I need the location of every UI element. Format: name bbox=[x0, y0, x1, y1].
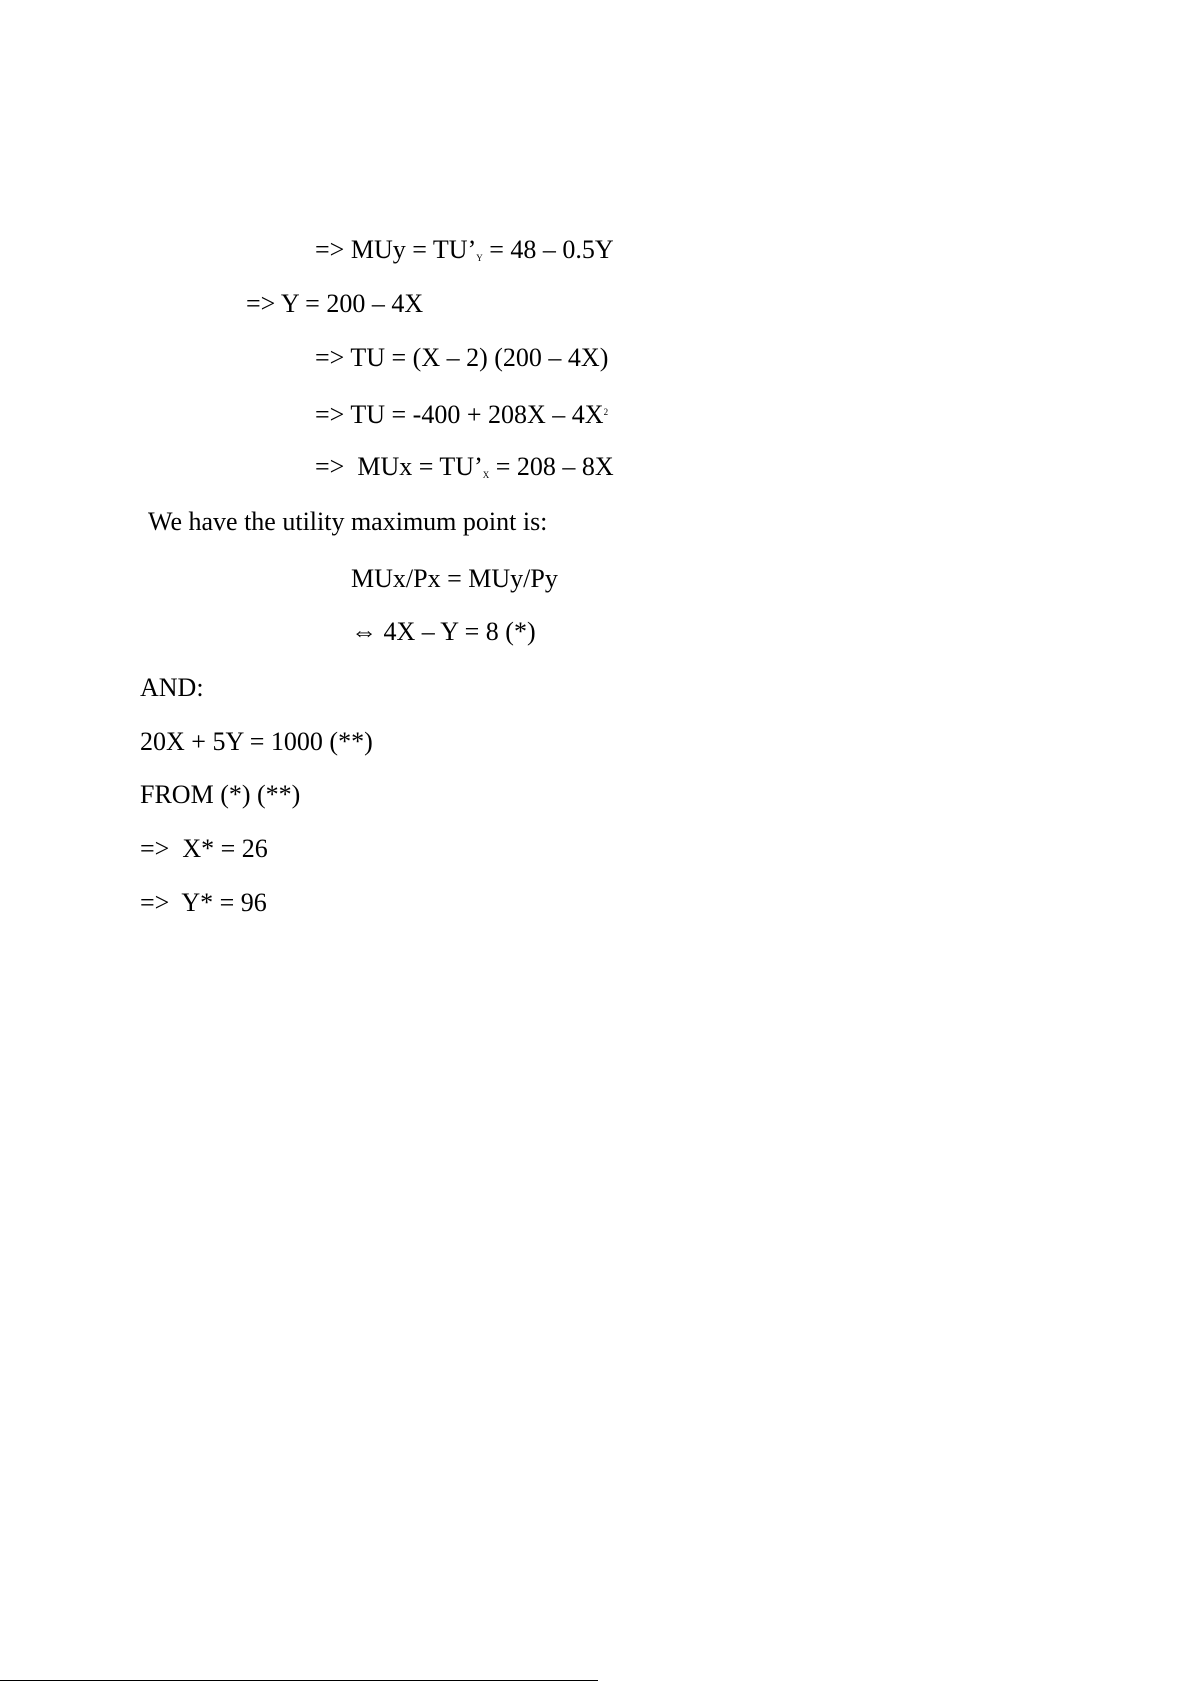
equation-marginal-ratio: MUx/Px = MUy/Py bbox=[351, 564, 558, 593]
equation-mux-lhs: => MUx = TU’ bbox=[315, 452, 483, 481]
equation-tu-expanded-text: => TU = -400 + 208X – 4X bbox=[315, 400, 604, 429]
utility-maximum-statement: We have the utility maximum point is: bbox=[148, 507, 548, 536]
equation-mux bbox=[315, 451, 614, 491]
equation-mux-rhs: = 208 – 8X bbox=[489, 452, 614, 481]
superscript-2: 2 bbox=[603, 407, 609, 417]
result-y: => Y* = 96 bbox=[140, 888, 267, 917]
equation-star: ⇔ 4X – Y = 8 (*) bbox=[351, 617, 536, 646]
equation-muy-rhs: = 48 – 0.5Y bbox=[482, 235, 614, 264]
equation-tu-product: => TU = (X – 2) (200 – 4X) bbox=[315, 343, 609, 372]
footer-rule bbox=[0, 1680, 598, 1681]
and-label: AND: bbox=[140, 673, 204, 702]
from-label: FROM (*) (**) bbox=[140, 780, 301, 809]
equation-budget-y: => Y = 200 – 4X bbox=[246, 289, 424, 318]
result-x: => X* = 26 bbox=[140, 834, 268, 863]
subscript-y: Y bbox=[476, 253, 483, 263]
equation-muy-lhs: => MUy = TU’ bbox=[315, 235, 477, 264]
equation-muy bbox=[315, 234, 614, 274]
subscript-x: X bbox=[482, 470, 490, 480]
equation-double-star: 20X + 5Y = 1000 (**) bbox=[140, 727, 373, 756]
equation-tu-expanded bbox=[315, 396, 608, 431]
